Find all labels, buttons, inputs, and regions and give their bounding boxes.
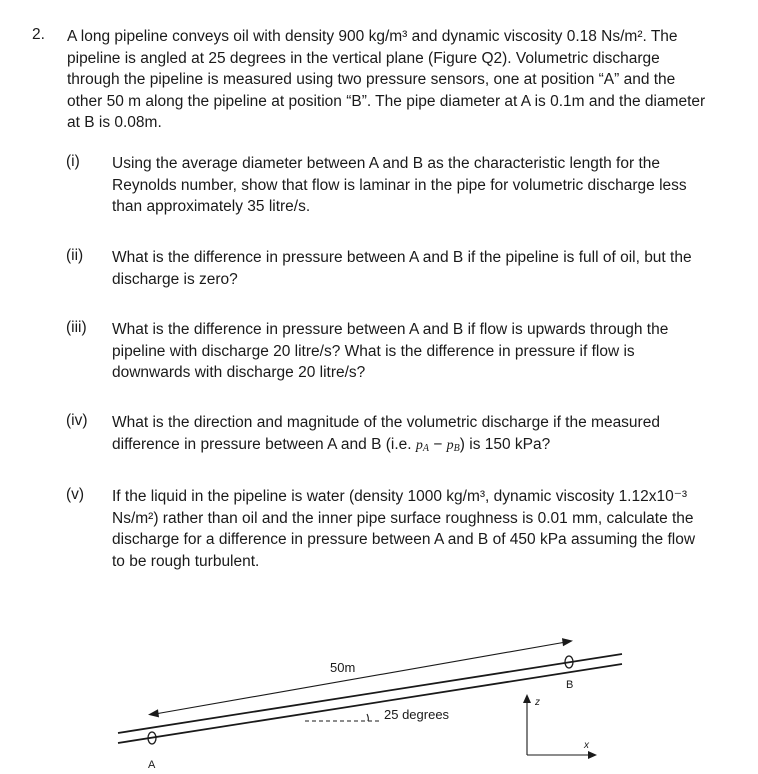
part-text-ii: What is the difference in pressure between A and B if the pipeline is full of oil, but the discharge is zero?	[112, 249, 692, 288]
part-label-iv: (iv)	[66, 412, 88, 429]
point-b-label: B	[566, 679, 574, 691]
question-intro: A long pipeline conveys oil with density 900 kg/m³ and dynamic viscosity 0.18 Ns/m². The pipeline is angled at 25 degrees in the vertical plane (Figure Q2). Volumetric discharge through the pipeline is measured using two pressure sensors, one at position “A” and the other 50 m along the pipeline at position “B”. The pipe diameter at A is 0.1m and the diameter at B is 0.08m.	[67, 28, 706, 131]
angle-label: 25 degrees	[384, 707, 450, 722]
x-axis-arrow-icon	[588, 751, 597, 759]
part-label-ii: (ii)	[66, 247, 84, 264]
length-dimension-line	[155, 642, 566, 714]
arrow-head-left-icon	[148, 709, 159, 717]
part-text-i: Using the average diameter between A and B as the characteristic length for the Reynolds number, show that flow is laminar in the pipe for volumetric discharge less than approximately 35 litre/s.	[112, 155, 687, 215]
part-text-iv: What is the direction and magnitude of the volumetric discharge if the measured difference in pressure between A and B (i.e. pA − pB) is 150 kPa?	[112, 414, 660, 454]
part-label-v: (v)	[66, 486, 85, 503]
part-text-iv-start: What is the direction and magnitude of the volumetric discharge if the measured difference in pressure between A and B (i.e.	[112, 414, 660, 453]
pressure-a-symbol: pA	[415, 437, 429, 454]
part-text-v: If the liquid in the pipeline is water (density 1000 kg/m³, dynamic viscosity 1.12x10⁻³ Ns/m²) rather than oil and the inner pipe surface roughness is 0.01 mm, calculate the discharge for a difference in pressure between A and B of 450 kPa assuming the flow to be rough turbulent.	[112, 488, 696, 570]
pressure-b-symbol: pB	[446, 437, 460, 454]
figure-q2	[0, 600, 758, 774]
part-label-iii: (iii)	[66, 319, 87, 336]
arrow-head-right-icon	[562, 638, 573, 646]
point-a-label: A	[148, 759, 156, 771]
z-axis-arrow-icon	[523, 694, 531, 703]
length-label: 50m	[330, 660, 356, 675]
angle-arc	[367, 714, 368, 721]
question-number: 2.	[32, 26, 45, 43]
z-axis-label: z	[535, 697, 540, 708]
part-text-iv-end: ) is 150 kPa?	[459, 435, 551, 453]
part-text-iii: What is the difference in pressure between A and B if flow is upwards through the pipeline with discharge 20 litre/s? What is the difference in pressure if flow is downwards with discharge 20 litre/s?	[112, 321, 669, 381]
x-axis-label: x	[584, 740, 589, 751]
part-label-i: (i)	[66, 153, 80, 170]
